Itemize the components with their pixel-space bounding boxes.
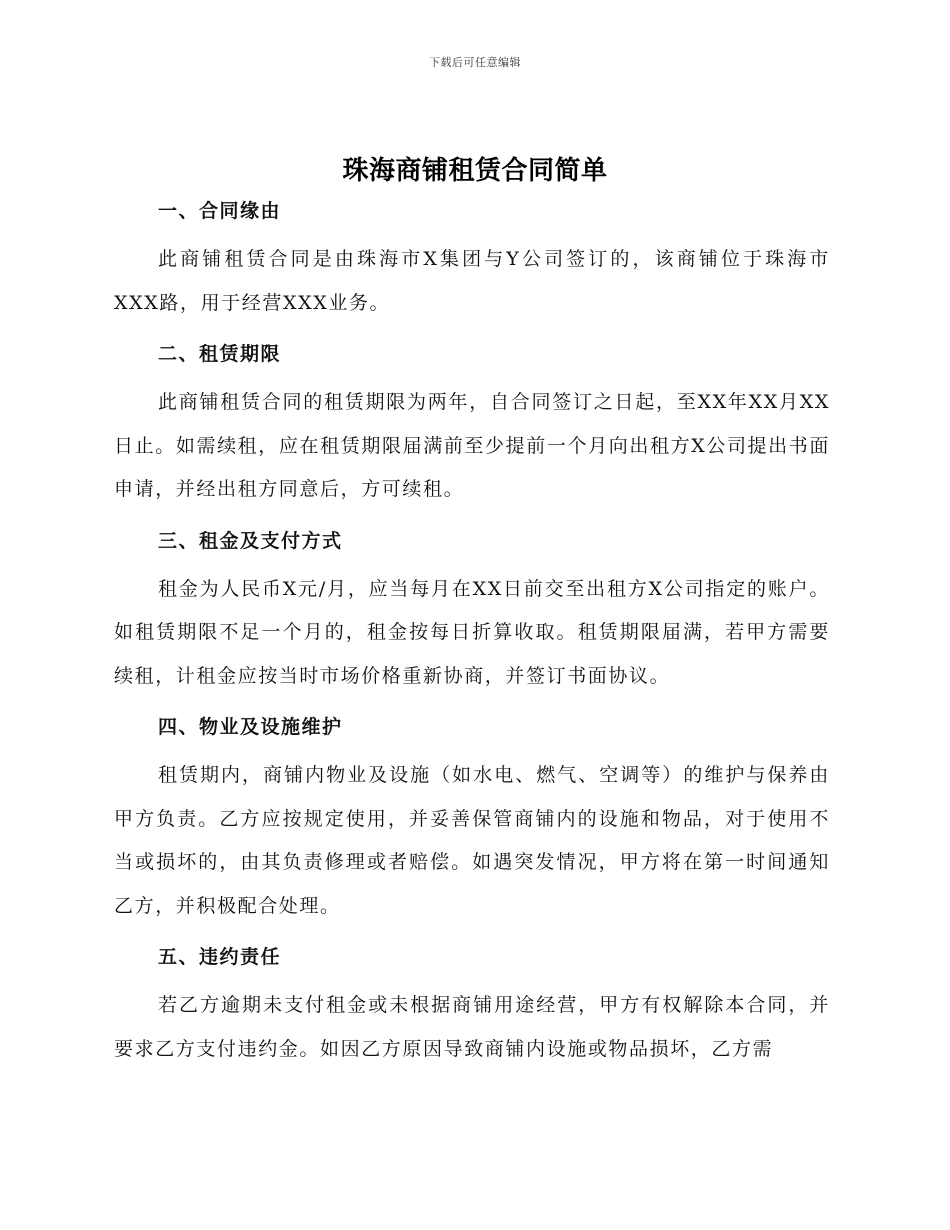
document-body xyxy=(114,196,830,1071)
section-heading: 二、租赁期限 xyxy=(158,343,282,365)
section-heading: 三、租金及支付方式 xyxy=(158,529,343,552)
section-breach-liability xyxy=(114,942,830,1071)
section-paragraph: 租金为人民币X元/月，应当每月在XX日前交至出租方X公司指定的账户。如租赁期限不足一个月的，租金按每日折算收取。租赁期限届满，若甲方需要续租，计租金应按当时市场价格重新协商，并签订书面协议。 xyxy=(114,577,830,687)
section-heading: 五、违约责任 xyxy=(158,946,282,968)
section-paragraph: 此商铺租赁合同是由珠海市X集团与Y公司签订的，该商铺位于珠海市XXX路，用于经营XXX业务。 xyxy=(114,248,830,314)
section-heading: 一、合同缘由 xyxy=(158,200,282,222)
header-note: 下载后可任意编辑 xyxy=(429,56,521,69)
section-contract-reason xyxy=(114,196,830,325)
section-paragraph: 租赁期内，商铺内物业及设施（如水电、燃气、空调等）的维护与保养由甲方负责。乙方应按规定使用，并妥善保管商铺内的设施和物品，对于使用不当或损坏的，由其负责修理或者赔偿。如遇突发情况，甲方将在第一时间通知乙方，并积极配合处理。 xyxy=(114,764,830,917)
section-property-maintenance xyxy=(114,712,830,928)
section-paragraph: 此商铺租赁合同的租赁期限为两年，自合同签订之日起，至XX年XX月XX日止。如需续租，应在租赁期限届满前至少提前一个月向出租方X公司提出书面申请，并经出租方同意后，方可续租。 xyxy=(114,391,830,500)
section-rent-payment xyxy=(114,526,830,699)
document-title: 珠海商铺租赁合同简单 xyxy=(342,156,608,186)
section-lease-term xyxy=(114,339,830,512)
section-paragraph: 若乙方逾期未支付租金或未根据商铺用途经营，甲方有权解除本合同，并要求乙方支付违约金。如因乙方原因导致商铺内设施或物品损坏，乙方需 xyxy=(114,994,830,1060)
section-heading: 四、物业及设施维护 xyxy=(158,716,343,738)
